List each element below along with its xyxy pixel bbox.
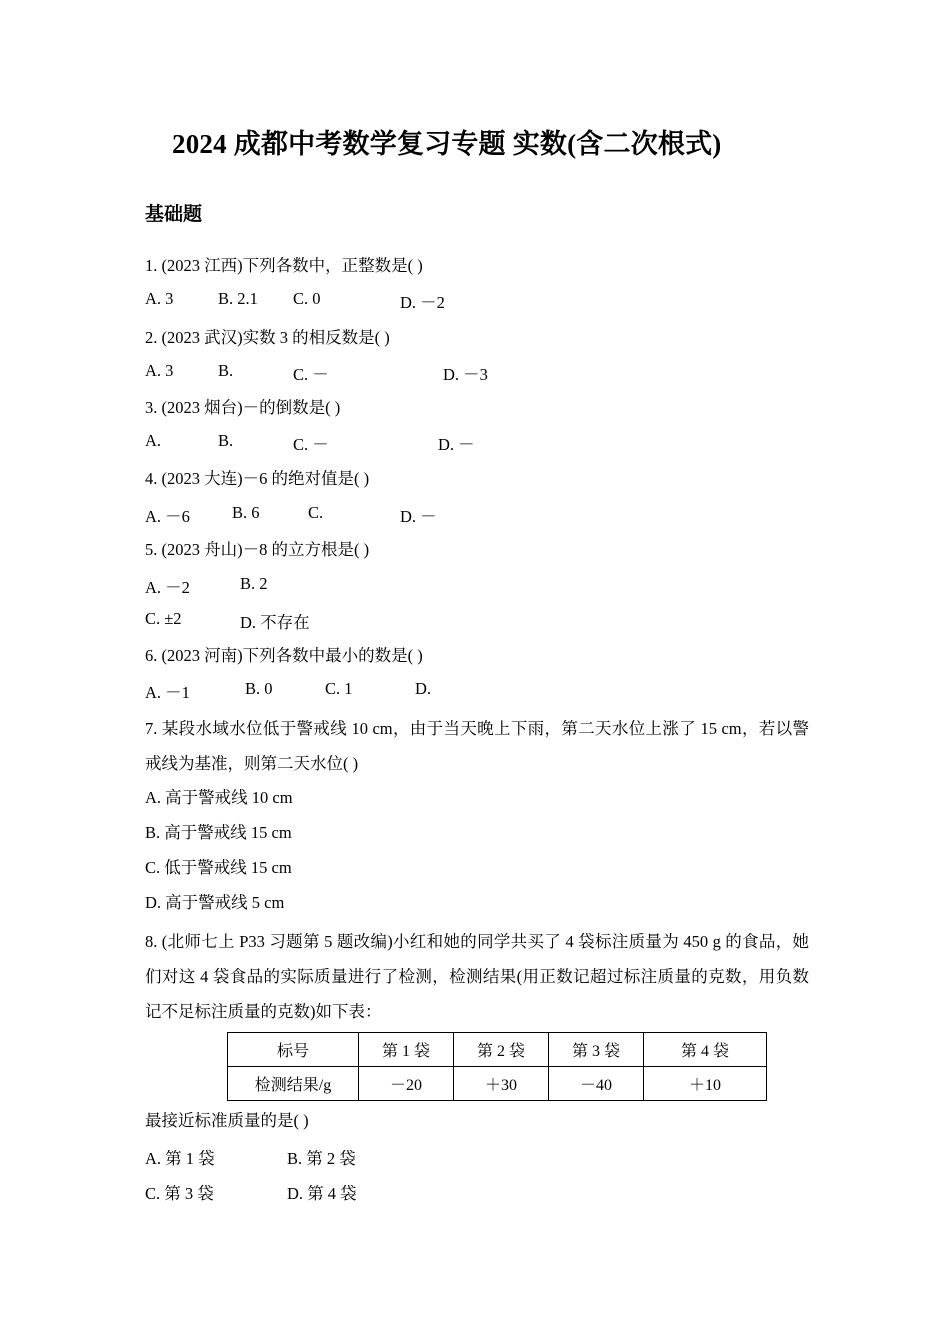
table-cell-bag-4-header: 第 4 袋 bbox=[644, 1033, 767, 1067]
question-2-option-a[interactable]: A. 3 bbox=[145, 361, 174, 380]
table-cell-result-label: 检测结果/g bbox=[228, 1067, 359, 1101]
question-5-option-d[interactable]: D. 不存在 bbox=[240, 613, 310, 632]
question-8-option-d[interactable]: D. 第 4 袋 bbox=[287, 1184, 357, 1203]
question-2-option-b[interactable]: B. bbox=[218, 361, 234, 380]
question-1-option-c[interactable]: C. 0 bbox=[293, 289, 321, 308]
question-7-option-d[interactable]: D. 高于警戒线 5 cm bbox=[145, 893, 285, 912]
question-4-option-d[interactable]: D. － bbox=[400, 507, 437, 526]
question-2-option-d[interactable]: D. －3 bbox=[443, 365, 488, 384]
table-cell-result-bag-3: －40 bbox=[549, 1067, 644, 1101]
question-8-option-a[interactable]: A. 第 1 袋 bbox=[145, 1149, 215, 1168]
question-8-option-b[interactable]: B. 第 2 袋 bbox=[287, 1149, 356, 1168]
question-3-stem: 3. (2023 烟台)－的倒数是( ) bbox=[145, 398, 341, 417]
table-cell-label-header: 标号 bbox=[228, 1033, 359, 1067]
table-row-results bbox=[228, 1067, 767, 1101]
table-cell-bag-2-header: 第 2 袋 bbox=[454, 1033, 549, 1067]
question-7-option-b[interactable]: B. 高于警戒线 15 cm bbox=[145, 823, 292, 842]
question-3-option-c[interactable]: C. － bbox=[293, 435, 329, 454]
question-4-option-a[interactable]: A. －6 bbox=[145, 507, 190, 526]
question-6-option-c[interactable]: C. 1 bbox=[325, 679, 353, 698]
question-1-stem: 1. (2023 江西)下列各数中，正整数是( ) bbox=[145, 256, 423, 275]
question-3-options bbox=[0, 431, 950, 455]
question-6-options bbox=[0, 679, 950, 703]
question-5-option-a[interactable]: A. －2 bbox=[145, 578, 190, 597]
table-cell-bag-1-header: 第 1 袋 bbox=[359, 1033, 454, 1067]
table-cell-bag-3-header: 第 3 袋 bbox=[549, 1033, 644, 1067]
question-4-options bbox=[0, 503, 950, 527]
question-8-option-c[interactable]: C. 第 3 袋 bbox=[145, 1184, 214, 1203]
table-cell-result-bag-1: －20 bbox=[359, 1067, 454, 1101]
question-4-option-c[interactable]: C. bbox=[308, 503, 324, 522]
question-8-stem: 8. (北师七上 P33 习题第 5 题改编)小红和她的同学共买了 4 袋标注质量为 450 g 的食品，她们对这 4 袋食品的实际质量进行了检测，检测结果(用正数记超过标注质量的克数，用负数记不足标注质量的克数)如下表： bbox=[145, 932, 809, 1021]
question-5-stem: 5. (2023 舟山)－8 的立方根是( ) bbox=[145, 540, 370, 559]
table-cell-result-bag-2: ＋30 bbox=[454, 1067, 549, 1101]
question-8-sub-stem: 最接近标准质量的是( ) bbox=[145, 1111, 309, 1130]
question-3-option-d[interactable]: D. － bbox=[438, 435, 475, 454]
question-4-option-b[interactable]: B. 6 bbox=[232, 503, 260, 522]
question-2-option-c[interactable]: C. － bbox=[293, 365, 329, 384]
question-3-option-a[interactable]: A. bbox=[145, 431, 162, 450]
inspection-results-table bbox=[227, 1032, 767, 1101]
section-heading-basic: 基础题 bbox=[145, 203, 203, 225]
table-cell-result-bag-4: ＋10 bbox=[644, 1067, 767, 1101]
question-1-option-b[interactable]: B. 2.1 bbox=[218, 289, 258, 308]
table-row-header bbox=[228, 1033, 767, 1067]
question-7-stem: 7. 某段水域水位低于警戒线 10 cm，由于当天晚上下雨，第二天水位上涨了 15 cm，若以警戒线为基准，则第二天水位( ) bbox=[145, 719, 809, 773]
question-1-option-d[interactable]: D. －2 bbox=[400, 293, 445, 312]
question-7-option-a[interactable]: A. 高于警戒线 10 cm bbox=[145, 788, 293, 807]
question-6-stem: 6. (2023 河南)下列各数中最小的数是( ) bbox=[145, 646, 423, 665]
question-3-option-b[interactable]: B. bbox=[218, 431, 234, 450]
question-1-option-a[interactable]: A. 3 bbox=[145, 289, 174, 308]
question-1-options bbox=[0, 289, 950, 313]
question-2-stem: 2. (2023 武汉)实数 3 的相反数是( ) bbox=[145, 328, 390, 347]
question-5-option-b[interactable]: B. 2 bbox=[240, 574, 268, 593]
question-2-options bbox=[0, 361, 950, 385]
question-4-stem: 4. (2023 大连)－6 的绝对值是( ) bbox=[145, 469, 370, 488]
question-6-option-b[interactable]: B. 0 bbox=[245, 679, 273, 698]
question-7-option-c[interactable]: C. 低于警戒线 15 cm bbox=[145, 858, 292, 877]
question-5-option-c[interactable]: C. ±2 bbox=[145, 609, 182, 628]
page-title: 2024 成都中考数学复习专题 实数(含二次根式) bbox=[172, 129, 722, 159]
question-6-option-a[interactable]: A. －1 bbox=[145, 683, 190, 702]
question-6-option-d[interactable]: D. bbox=[415, 679, 432, 698]
